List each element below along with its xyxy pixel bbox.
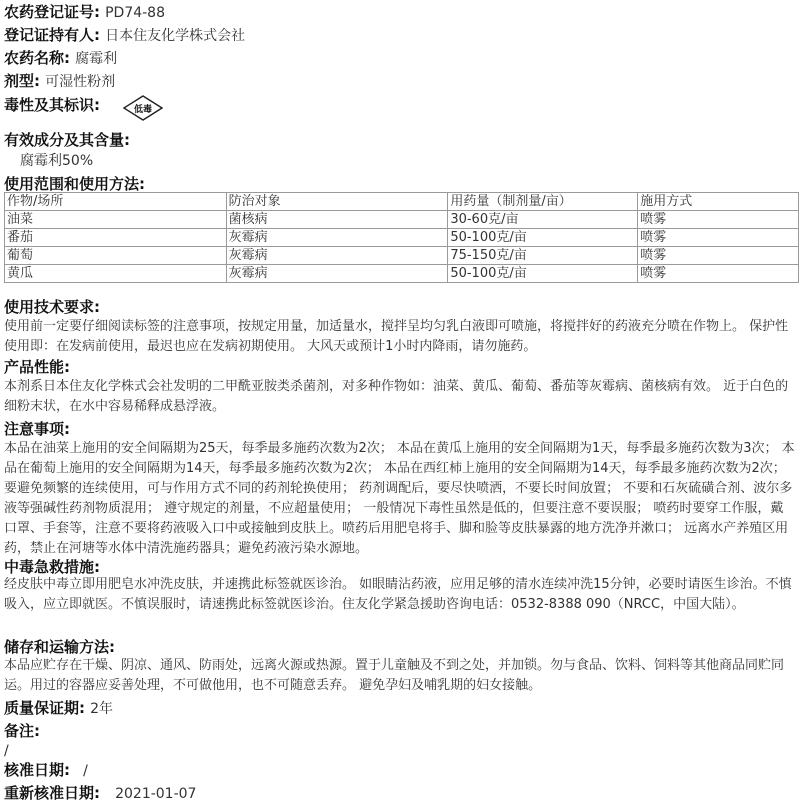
ingredient-value: 腐霉利50%: [20, 153, 94, 169]
performance-text: 本剂系日本住友化学株式会社发明的二甲酰亚胺类杀菌剂，对多种作物如：油菜、黄瓜、葡萄、番茄等灰霉病、菌核病有效。 近于白色的细粉末状，在水中容易稀释成悬浮液。: [4, 379, 789, 414]
usage-cell-target: 灰霉病: [226, 265, 448, 283]
usage-cell-dosage: 75-150克/亩: [448, 247, 638, 265]
notes-text: 本品在油菜上施用的安全间隔期为25天，每季最多施药次数为2次； 本品在黄瓜上施用的安全间隔期为1天，每季最多施药次数为3次； 本品在葡萄上施用的安全间隔期为14天，每季最多施药次数为2次； 本品在西红柿上施用的安全间隔期为14天，每季最多施药次数为2次； 要避免频繁的连续使用，可与作用方式不同的药剂轮换使用； 药剂调配后，要尽快喷洒，不要长时间放置； 不要和石灰硫磺合剂、波尔多液等强碱性药剂物质混用； 遵守规定的剂量，不应超量使用； 一般情况下毒性虽然是低的，但要注意不要误服； 喷药时要穿工作服，戴口罩、手套等，注意不要将药液吸入口中或接触到皮肤上。喷药后用肥皂将手、脚和脸等皮肤暴露的地方洗净并漱口； 远离水产养殖区用药，禁止在河塘等水体中清洗施药器具；避免药液污染水源地。: [4, 441, 795, 556]
usage-cell-dosage: 50-100克/亩: [448, 265, 638, 283]
first-aid-text: 经皮肤中毒立即用肥皂水冲洗皮肤，并速携此标签就医诊治。 如眼睛沾药液，应用足够的清水连续冲洗15分钟，必要时请医生诊治。不慎吸入，应立即就医。不慎误服时，请速携此标签就医诊治。住友化学紧急援助咨询电话：0532-8388 090（NRCC，中国大陆）。: [4, 577, 792, 612]
remarks-value: /: [4, 743, 9, 759]
usage-cell-crop: 葡萄: [5, 247, 227, 265]
remarks-heading: [4, 720, 40, 741]
shelf-life-row: [4, 697, 113, 718]
toxicity-label: 毒性及其标识:: [4, 96, 100, 114]
registration-number-row: [4, 1, 165, 22]
storage-label: 储存和运输方法:: [4, 638, 115, 656]
usage-table-row: [5, 265, 799, 283]
approval-date-label: 核准日期:: [4, 761, 70, 779]
remarks-value-row: [4, 740, 9, 759]
toxicity-row: [4, 94, 100, 115]
registrant-value: 日本住友化学株式会社: [105, 28, 246, 44]
usage-table-header-row: [5, 193, 799, 211]
usage-label: 使用范围和使用方法:: [4, 175, 145, 193]
approval-date-value: /: [83, 763, 88, 779]
pesticide-name-row: [4, 47, 117, 68]
usage-cell-method: 喷雾: [638, 229, 799, 247]
performance-heading: [4, 356, 70, 377]
usage-cell-dosage: 30-60克/亩: [448, 211, 638, 229]
registration-number-label: 农药登记证号:: [4, 3, 100, 21]
shelf-life-value: 2年: [90, 701, 114, 717]
technique-heading: [4, 296, 100, 317]
usage-cell-method: 喷雾: [638, 211, 799, 229]
ingredient-value-row: [4, 150, 93, 170]
usage-table-row: [5, 229, 799, 247]
usage-header-dosage: 用药量（制剂量/亩）: [448, 193, 638, 211]
performance-label: 产品性能:: [4, 358, 70, 376]
usage-table-row: [5, 247, 799, 265]
technique-label: 使用技术要求:: [4, 298, 100, 316]
usage-table-row: [5, 211, 799, 229]
usage-header-method: 施用方式: [638, 193, 799, 211]
remarks-label: 备注:: [4, 722, 40, 740]
usage-cell-crop: 番茄: [5, 229, 227, 247]
notes-label: 注意事项:: [4, 420, 70, 438]
usage-cell-target: 灰霉病: [226, 247, 448, 265]
first-aid-label: 中毒急救措施:: [4, 558, 100, 576]
ingredient-label: 有效成分及其含量:: [4, 131, 130, 149]
registration-number-value: PD74-88: [105, 5, 165, 21]
reapproval-date-value: 2021-01-07: [115, 786, 197, 802]
ingredient-heading: [4, 129, 130, 150]
usage-header-crop: 作物/场所: [5, 193, 227, 211]
registrant-label: 登记证持有人:: [4, 26, 100, 44]
formulation-row: [4, 70, 115, 91]
storage-text: 本品应贮存在干燥、阴凉、通风、防雨处，远离火源或热源。置于儿童触及不到之处，并加锁。勿与食品、饮料、饲料等其他商品同贮同运。用过的容器应妥善处理，不可做他用，也不可随意丢弃。 避免孕妇及哺乳期的妇女接触。: [4, 658, 785, 693]
usage-cell-method: 喷雾: [638, 247, 799, 265]
usage-cell-crop: 油菜: [5, 211, 227, 229]
first-aid-heading: [4, 556, 100, 577]
pesticide-name-label: 农药名称:: [4, 49, 70, 67]
formulation-label: 剂型:: [4, 72, 40, 90]
low-toxicity-diamond-icon: [123, 95, 163, 121]
technique-text: 使用前一定要仔细阅读标签的注意事项，按规定用量，加适量水，搅拌呈均匀乳白液即可喷施，将搅拌好的药液充分喷在作物上。 保护性使用即：在发病前使用，最迟也应在发病初期使用。 大风天或预计1小时内降雨，请勿施药。: [4, 319, 789, 354]
usage-heading: [4, 173, 145, 194]
usage-header-target: 防治对象: [226, 193, 448, 211]
storage-heading: [4, 636, 115, 657]
usage-cell-target: 灰霉病: [226, 229, 448, 247]
reapproval-date-label: 重新核准日期:: [4, 784, 100, 802]
notes-heading: [4, 418, 70, 439]
registrant-row: [4, 24, 245, 45]
formulation-value: 可湿性粉剂: [45, 74, 116, 90]
usage-cell-dosage: 50-100克/亩: [448, 229, 638, 247]
usage-cell-crop: 黄瓜: [5, 265, 227, 283]
usage-cell-target: 菌核病: [226, 211, 448, 229]
low-toxicity-mark-text: 低毒: [133, 105, 153, 115]
usage-cell-method: 喷雾: [638, 265, 799, 283]
shelf-life-label: 质量保证期:: [4, 699, 85, 717]
pesticide-name-value: 腐霉利: [75, 51, 118, 67]
usage-table: [4, 192, 799, 283]
approval-date-row: [4, 759, 88, 780]
